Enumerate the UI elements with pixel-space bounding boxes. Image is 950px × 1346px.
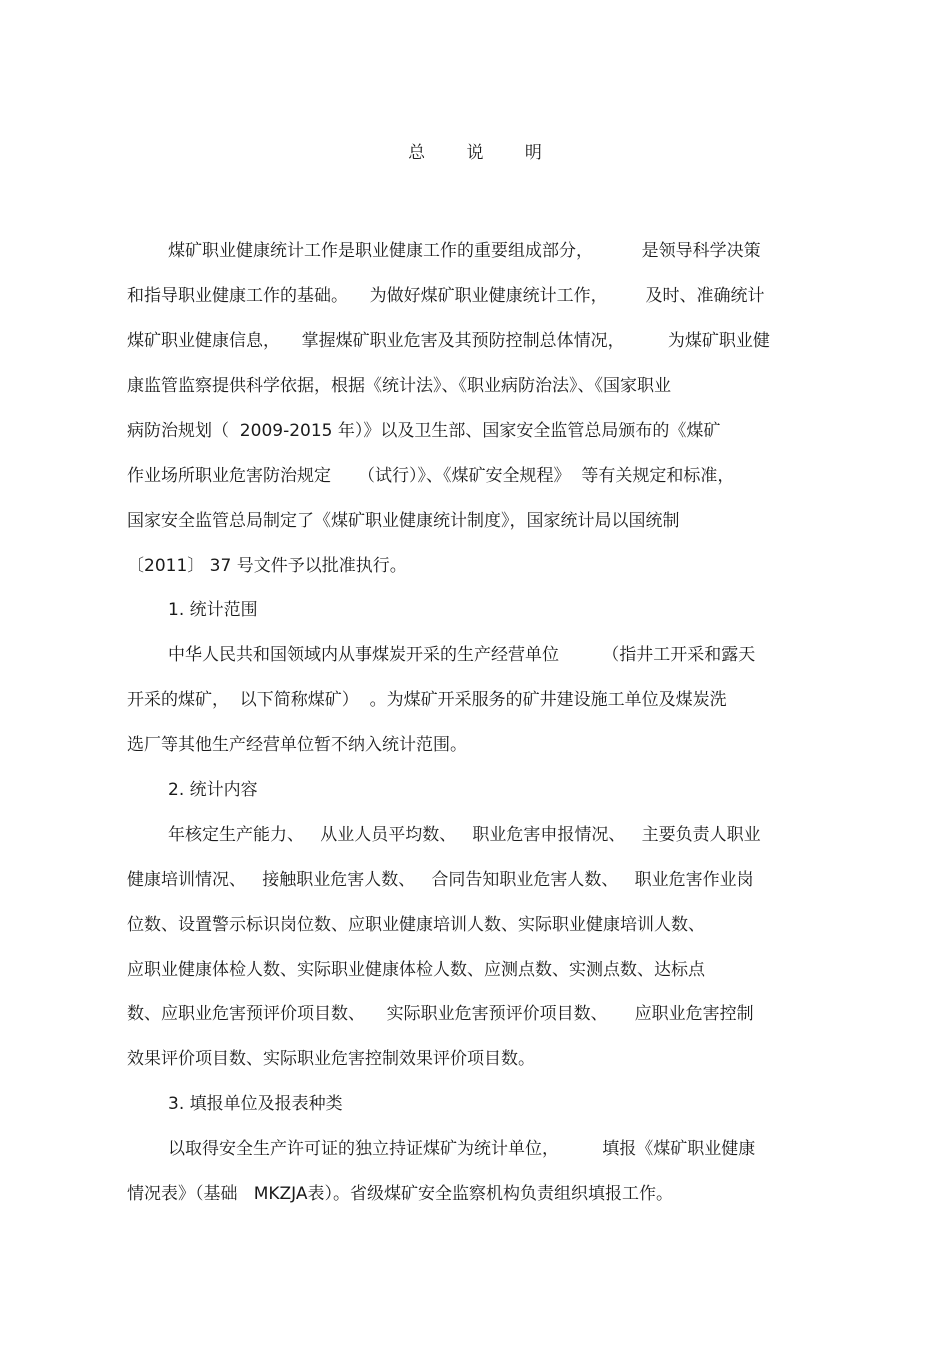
section-heading: 3. 填报单位及报表种类 bbox=[168, 1094, 343, 1114]
body-line: 情况表》（基础 MKZJA表）。省级煤矿安全监察机构负责组织填报工作。 bbox=[127, 1184, 674, 1204]
document-title: 总 说 明 bbox=[408, 143, 560, 163]
body-line: 开采的煤矿， 以下简称煤矿） 。为煤矿开采服务的矿井建设施工单位及煤炭洗 bbox=[127, 690, 727, 710]
body-line: 位数、设置警示标识岗位数、应职业健康培训人数、实际职业健康培训人数、 bbox=[127, 915, 705, 935]
section-heading: 1. 统计范围 bbox=[168, 600, 258, 620]
body-line: 和指导职业健康工作的基础。 为做好煤矿职业健康统计工作， 及时、准确统计 bbox=[127, 286, 765, 306]
body-line: 作业场所职业危害防治规定 （试行）》、《煤矿安全规程》 等有关规定和标准， bbox=[127, 466, 735, 486]
body-line: 煤矿职业健康信息， 掌握煤矿职业危害及其预防控制总体情况， 为煤矿职业健 bbox=[127, 331, 770, 351]
body-line: 应职业健康体检人数、实际职业健康体检人数、应测点数、实测点数、达标点 bbox=[127, 960, 705, 980]
body-line: 国家安全监管总局制定了《煤矿职业健康统计制度》，国家统计局以国统制 bbox=[127, 511, 680, 531]
body-line: 〔2011〕 37 号文件予以批准执行。 bbox=[127, 556, 407, 576]
body-line: 煤矿职业健康统计工作是职业健康工作的重要组成部分， 是领导科学决策 bbox=[168, 241, 761, 261]
body-line: 中华人民共和国领域内从事煤炭开采的生产经营单位 （指井工开采和露天 bbox=[168, 645, 756, 665]
body-line: 以取得安全生产许可证的独立持证煤矿为统计单位， 填报《煤矿职业健康 bbox=[168, 1139, 756, 1159]
body-line: 效果评价项目数、实际职业危害控制效果评价项目数。 bbox=[127, 1049, 535, 1069]
body-line: 病防治规划（ 2009-2015 年）》以及卫生部、国家安全监管总局颁布的《煤矿 bbox=[127, 421, 721, 441]
body-line: 选厂等其他生产经营单位暂不纳入统计范围。 bbox=[127, 735, 467, 755]
body-line: 年核定生产能力、 从业人员平均数、 职业危害申报情况、 主要负责人职业 bbox=[168, 825, 761, 845]
body-line: 数、应职业危害预评价项目数、 实际职业危害预评价项目数、 应职业危害控制 bbox=[127, 1004, 754, 1024]
body-line: 健康培训情况、 接触职业危害人数、 合同告知职业危害人数、 职业危害作业岗 bbox=[127, 870, 754, 890]
section-heading: 2. 统计内容 bbox=[168, 780, 258, 800]
body-line: 康监管监察提供科学依据，根据《统计法》、《职业病防治法》、《国家职业 bbox=[127, 376, 671, 396]
